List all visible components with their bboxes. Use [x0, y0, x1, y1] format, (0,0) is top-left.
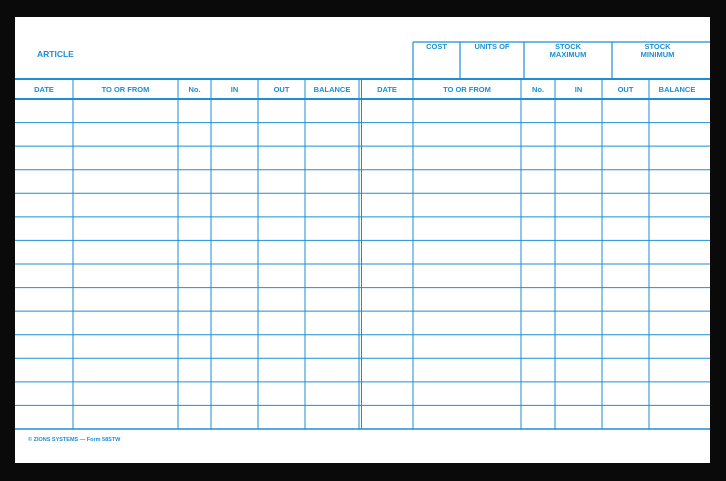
header-field-units-line1: UNITS OF: [474, 42, 510, 51]
header-field-cost: [413, 43, 460, 51]
header-field-stock-maximum: [524, 43, 612, 59]
col-header-right-out: OUT: [617, 85, 634, 94]
col-header-right-balance: BALANCE: [658, 85, 696, 94]
col-header-right-date: DATE: [377, 85, 397, 94]
inventory-card: [15, 17, 710, 463]
header-field-cost-line1: COST: [426, 42, 447, 51]
col-header-left-in: IN: [230, 85, 239, 94]
header-field-units-of: [460, 43, 524, 51]
header-field-stock-max-line2: MAXIMUM: [549, 50, 587, 59]
col-header-left-out: OUT: [273, 85, 290, 94]
header-field-stock-max-line1: STOCK: [554, 42, 582, 51]
col-header-right-number: No.: [531, 85, 545, 94]
col-header-left-to-or-from: TO OR FROM: [101, 85, 150, 94]
form-footer: © ZIONS SYSTEMS — Form 58STW: [28, 437, 121, 443]
col-header-right-in: IN: [574, 85, 583, 94]
form-grid: [15, 17, 710, 463]
col-header-right-to-or-from: TO OR FROM: [443, 85, 491, 94]
header-field-stock-min-line1: STOCK: [644, 42, 671, 51]
header-field-stock-min-line2: MINIMUM: [640, 50, 675, 59]
article-label: ARTICLE: [37, 49, 74, 59]
col-header-left-date: DATE: [34, 85, 54, 94]
col-header-left-balance: BALANCE: [313, 85, 351, 94]
col-header-left-number: No.: [188, 85, 201, 94]
header-field-stock-minimum: [612, 43, 703, 59]
